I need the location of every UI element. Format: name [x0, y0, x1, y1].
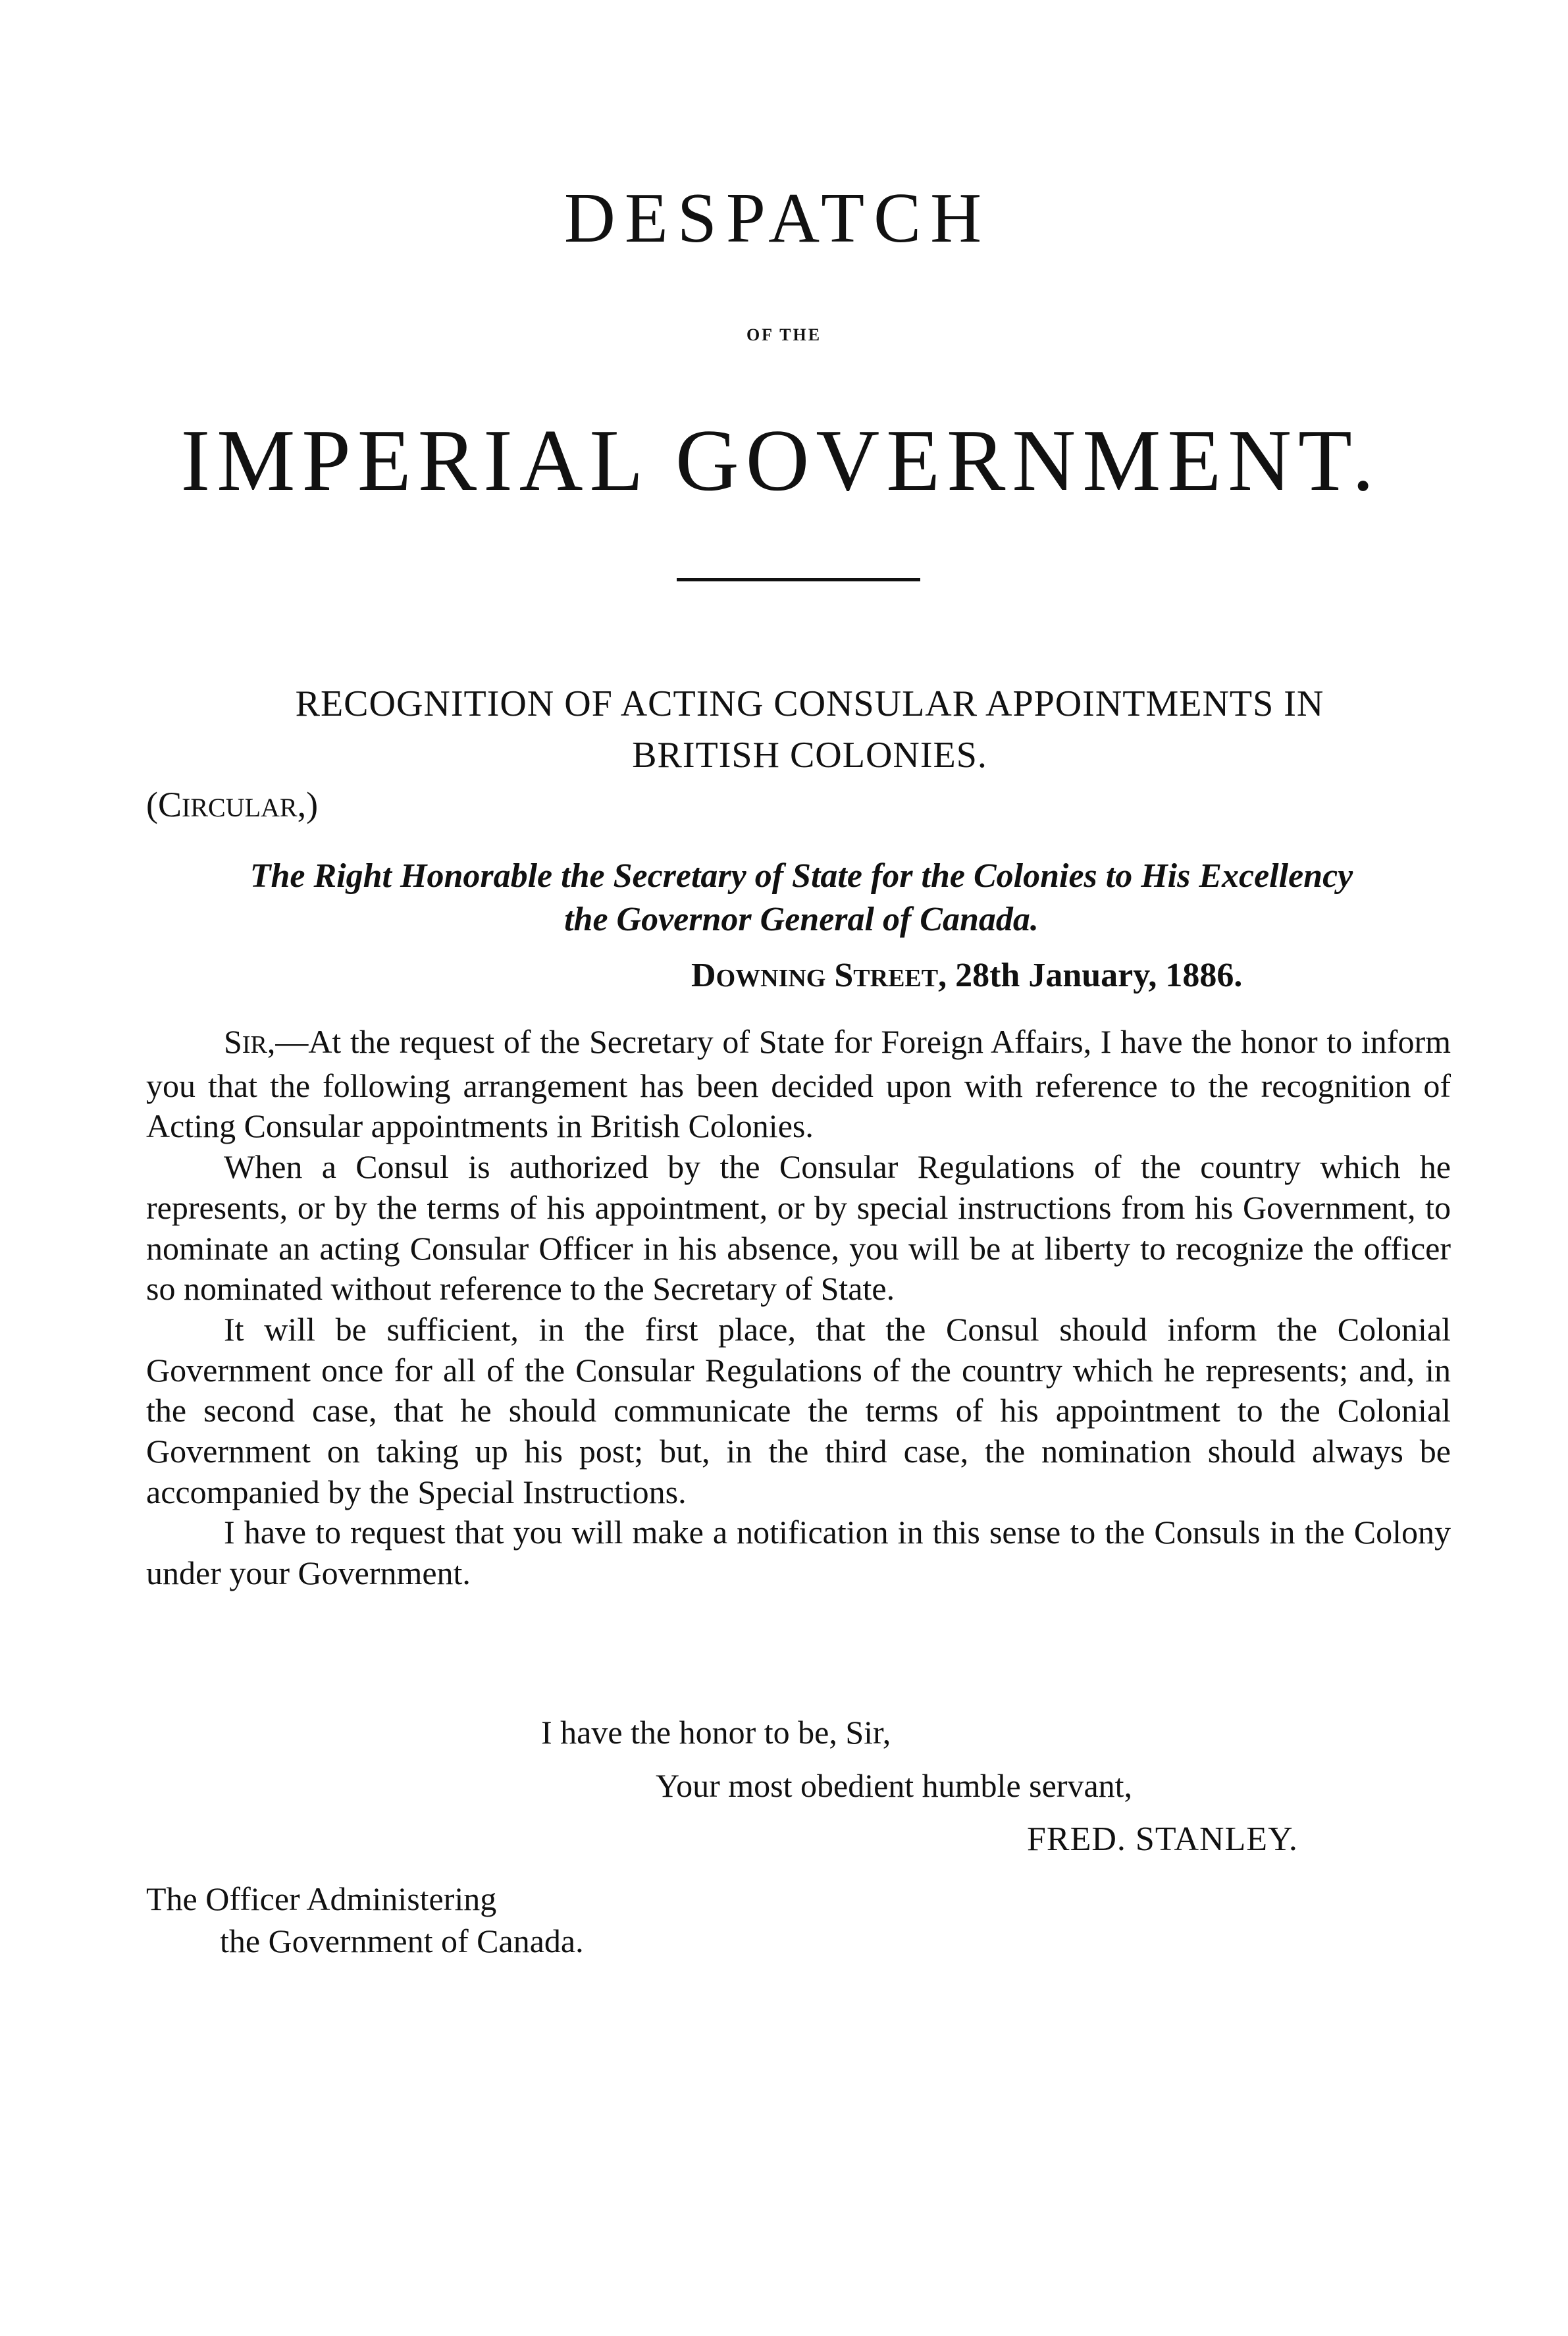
salutation-cap: S	[224, 1023, 242, 1060]
addressee	[146, 1878, 584, 1962]
paragraph-3: It will be sufficient, in the first place, that the Consul should inform the Colonial Government once for all of the Consular Regulations of the country which he represents; and, in the second case, that he should communicate the terms of his appointment to the Colonial Government on taking up his post; but, in the third case, the nomination should always be accompanied by the Special Instructions.	[146, 1310, 1451, 1510]
addressee-line-1: The Officer Administering	[146, 1880, 497, 1917]
section-heading-line-1: RECOGNITION OF ACTING CONSULAR APPOINTMENTS IN	[295, 683, 1324, 724]
paragraph-4: I have to request that you will make a notification in this sense to the Consuls in the Colony under your Government.	[146, 1514, 1451, 1592]
circular-close: ,)	[297, 785, 319, 824]
paragraph-2: When a Consul is authorized by the Consular Regulations of the country which he represents, or by the terms of his appointment, or by special instructions from his Government, to nominate an acting Consular Officer in his absence, you will be at liberty to recognize the officer so nominated without reference to the Secretary of State.	[146, 1148, 1451, 1308]
addressing-line	[148, 855, 1455, 942]
closing-line-1: I have the honor to be, Sir,	[541, 1714, 891, 1751]
paragraph-1	[146, 1022, 1451, 1147]
dateline-date: , 28th January, 1886.	[938, 957, 1243, 994]
closing-line-2: Your most obedient humble servant,	[656, 1767, 1133, 1804]
dateline	[691, 959, 1242, 993]
addressing-line-1: The Right Honorable the Secretary of State for the Colonies to His Excellency	[249, 857, 1353, 895]
dateline-treet: TREET	[853, 965, 939, 992]
document-subtitle: IMPERIAL GOVERNMENT.	[180, 411, 1381, 509]
paragraph-1-text: ,—At the request of the Secretary of State for Foreign Affairs, I have the honor to inform you that the following arrangement has been decided upon with reference to the recognition of Acting Consular appointments in British Colonies.	[146, 1023, 1451, 1145]
dateline-cap-d: D	[691, 957, 716, 994]
dateline-owning: OWNING	[716, 965, 826, 992]
letter-body	[146, 1022, 1451, 1594]
circular-small-caps: IRCULAR	[182, 793, 298, 822]
circular-label	[146, 787, 318, 822]
addressee-line-2: the Government of Canada.	[220, 1923, 584, 1959]
signature: FRED. STANLEY.	[1027, 1820, 1298, 1858]
document-title: DESPATCH	[563, 179, 991, 257]
addressing-line-2: the Governor General of Canada.	[564, 901, 1039, 938]
circular-open: (C	[146, 785, 182, 824]
salutation-small-caps: IR	[242, 1031, 267, 1059]
title-rule	[677, 578, 920, 581]
title-connector: OF THE	[746, 325, 822, 344]
section-heading-line-2: BRITISH COLONIES.	[632, 735, 987, 776]
dateline-cap-s: S	[825, 957, 854, 994]
section-heading	[178, 678, 1442, 781]
